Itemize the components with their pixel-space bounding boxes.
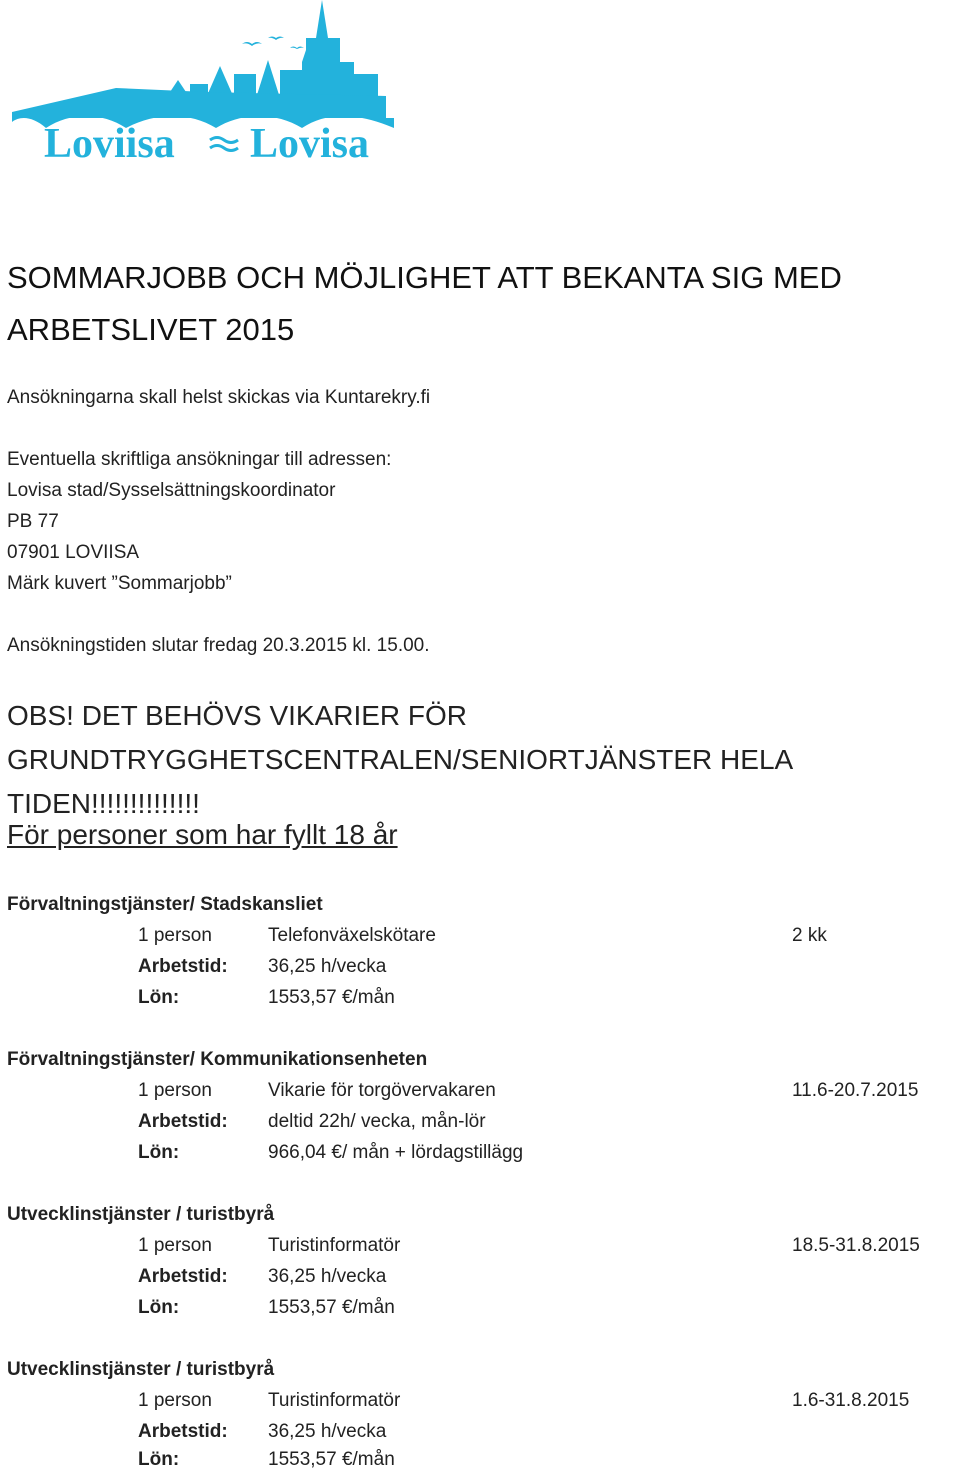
obs-notice	[7, 694, 960, 826]
job-hours-row	[0, 1261, 960, 1292]
town-skyline-logo-icon	[6, 0, 396, 165]
page-title-line-1: SOMMARJOBB OCH MÖJLIGHET ATT BEKANTA SIG MED	[7, 260, 842, 295]
age-heading: För personer som har fyllt 18 år	[7, 819, 398, 850]
job-department: Förvaltningstjänster/ Stadskansliet	[7, 894, 323, 915]
job-position-row	[0, 1385, 960, 1416]
job-hours: deltid 22h/ vecka, mån-lör	[268, 1111, 486, 1132]
salary-label: Lön:	[138, 1142, 180, 1163]
job-position: Telefonväxelskötare	[268, 925, 436, 946]
job-hours-row	[0, 951, 960, 982]
deadline-text: Ansökningstiden slutar fredag 20.3.2015 kl. 15.00.	[7, 635, 430, 656]
job-position-row	[0, 920, 960, 951]
job-department: Förvaltningstjänster/ Kommunikationsenheten	[7, 1049, 428, 1070]
job-salary: 1553,57 €/mån	[268, 1297, 395, 1318]
job-period: 18.5-31.8.2015	[792, 1235, 920, 1256]
job-period: 1.6-31.8.2015	[792, 1390, 910, 1411]
job-count: 1 person	[138, 1390, 212, 1411]
obs-notice-line-2: GRUNDTRYGGHETSCENTRALEN/SENIORTJÄNSTER HELA TIDEN!!!!!!!!!!!!!!	[7, 744, 792, 819]
job-hours: 36,25 h/vecka	[268, 956, 387, 977]
job-position: Turistinformatör	[268, 1235, 401, 1256]
salary-label: Lön:	[138, 987, 180, 1008]
salary-label: Lön:	[138, 1297, 180, 1318]
salary-label: Lön:	[138, 1449, 180, 1470]
hours-label: Arbetstid:	[138, 1266, 228, 1287]
job-salary: 1553,57 €/mån	[268, 987, 395, 1008]
job-position: Vikarie för torgövervakaren	[268, 1080, 496, 1101]
job-position-row	[0, 1230, 960, 1261]
job-count: 1 person	[138, 1080, 212, 1101]
job-hours: 36,25 h/vecka	[268, 1266, 387, 1287]
obs-notice-line-1: OBS! DET BEHÖVS VIKARIER FÖR	[7, 700, 468, 731]
job-salary-row	[0, 1292, 960, 1323]
job-salary-row	[0, 1137, 960, 1168]
intro-text: Ansökningarna skall helst skickas via Kuntarekry.fi	[7, 387, 431, 408]
address-line-1: Lovisa stad/Sysselsättningskoordinator	[7, 480, 336, 501]
hours-label: Arbetstid:	[138, 1111, 228, 1132]
address-line-3: 07901 LOVIISA	[7, 542, 140, 563]
loviisa-lovisa-logo	[6, 0, 396, 165]
job-salary-row	[0, 1444, 960, 1475]
address-heading: Eventuella skriftliga ansökningar till adressen:	[7, 449, 392, 470]
job-position-row	[0, 1075, 960, 1106]
address-line-4: Märk kuvert ”Sommarjobb”	[7, 573, 232, 594]
job-position: Turistinformatör	[268, 1390, 401, 1411]
job-salary: 966,04 €/ mån + lördagstillägg	[268, 1142, 524, 1163]
logo-text-fi: Loviisa	[44, 121, 175, 165]
job-hours: 36,25 h/vecka	[268, 1421, 387, 1442]
job-period: 11.6-20.7.2015	[792, 1080, 919, 1101]
job-department: Utvecklinstjänster / turistbyrå	[7, 1204, 275, 1225]
job-period: 2 kk	[792, 925, 827, 946]
logo-text-sv: Lovisa	[250, 121, 370, 165]
page-title	[7, 252, 842, 356]
address-line-2: PB 77	[7, 511, 59, 532]
job-hours-row	[0, 1416, 960, 1447]
job-department: Utvecklinstjänster / turistbyrå	[7, 1359, 275, 1380]
job-salary-row	[0, 982, 960, 1013]
job-count: 1 person	[138, 1235, 212, 1256]
job-count: 1 person	[138, 925, 212, 946]
job-salary: 1553,57 €/mån	[268, 1449, 395, 1470]
job-hours-row	[0, 1106, 960, 1137]
page-title-line-2: ARBETSLIVET 2015	[7, 312, 295, 347]
hours-label: Arbetstid:	[138, 956, 228, 977]
hours-label: Arbetstid:	[138, 1421, 228, 1442]
